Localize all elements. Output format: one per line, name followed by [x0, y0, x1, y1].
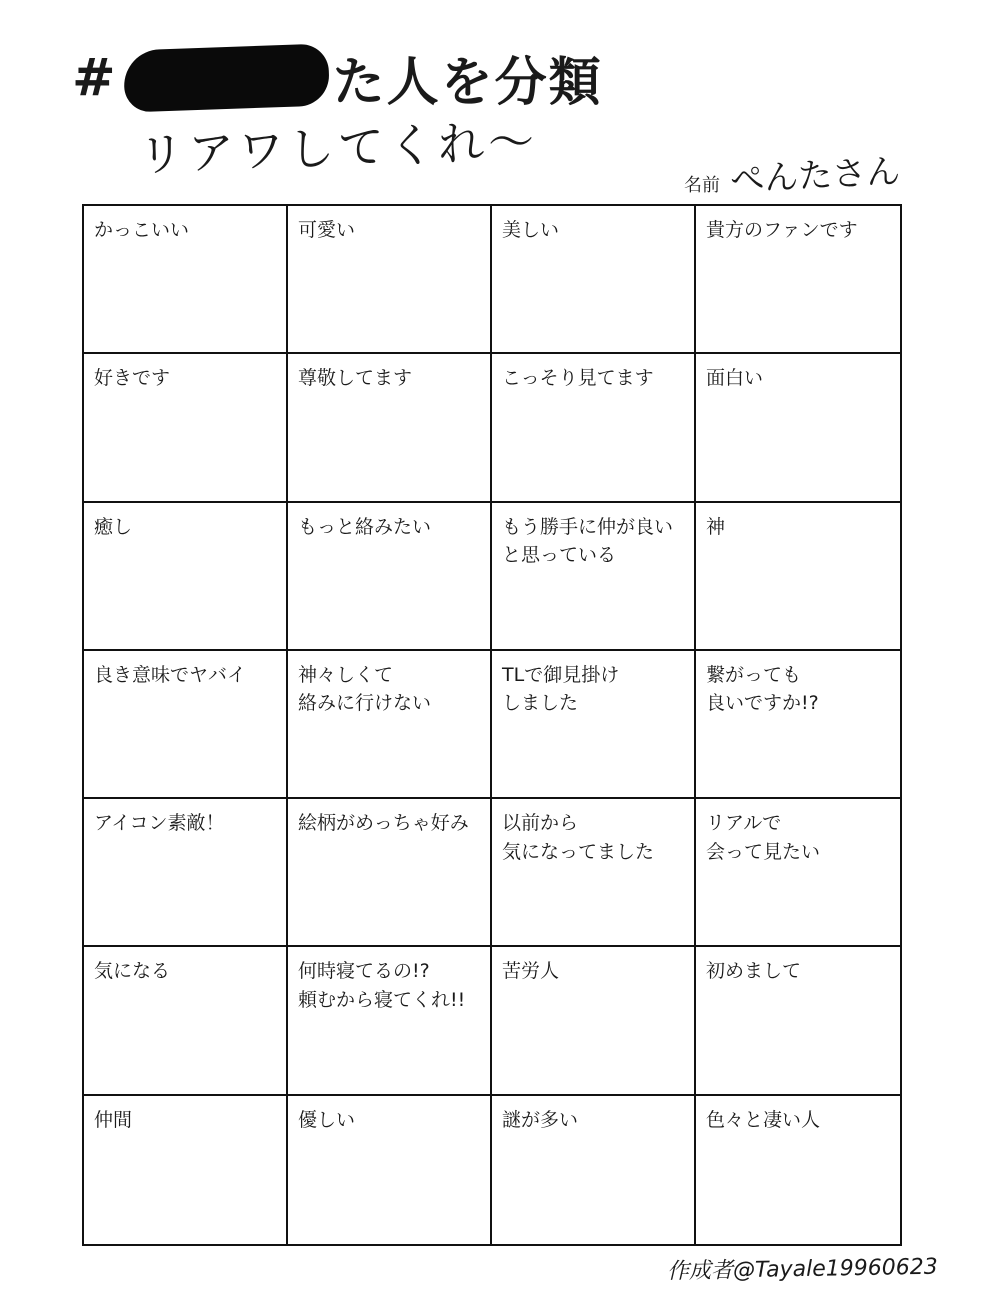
grid-cell: もっと絡みたい: [288, 503, 492, 651]
grid-cell: もう勝手に仲が良い と思っている: [492, 503, 696, 651]
grid-cell: アイコン素敵！: [84, 799, 288, 947]
grid-cell: 貴方のファンです: [696, 206, 900, 354]
grid-cell: 良き意味でヤバイ: [84, 651, 288, 799]
grid-cell: こっそり見てます: [492, 354, 696, 502]
name-label: 名前: [684, 175, 720, 196]
grid-cell: 美しい: [492, 206, 696, 354]
grid-cell: 色々と凄い人: [706, 1108, 821, 1131]
grid-cell: 何時寝てるの!? 頼むから寝てくれ!!: [288, 947, 492, 1095]
grid-cell: 仲間: [84, 1096, 288, 1244]
creator-credit: 作成者@Tayale19960623: [667, 1254, 939, 1285]
grid-cell: TLで御見掛け しました: [492, 651, 696, 799]
grid-cell: 繋がっても 良いですか!?: [696, 651, 900, 799]
grid-cell: リアルで 会って見たい: [696, 799, 900, 947]
grid-cell: 神: [696, 503, 900, 651]
grid-cell: 気になる: [84, 947, 288, 1095]
grid-cell: 面白い: [696, 354, 900, 502]
grid-cell: 謎が多い: [492, 1096, 696, 1244]
grid-cell: 以前から 気になってました: [492, 799, 696, 947]
grid-cell: 苦労人: [492, 947, 696, 1095]
grid-cell: 優しい: [288, 1096, 492, 1244]
redaction-mark: [123, 43, 330, 112]
title-suffix: た人を分類: [332, 53, 603, 113]
grid-cell: 好きです: [84, 354, 288, 502]
page-title: [72, 40, 603, 115]
grid-cell: 初めまして: [696, 947, 900, 1095]
classification-grid: [82, 204, 902, 1246]
grid-cell: かっこいい: [84, 206, 288, 354]
title-hash: #: [72, 47, 118, 108]
name-field: [684, 148, 902, 201]
grid-cell: 神々しくて 絡みに行けない: [288, 651, 492, 799]
grid-cell: 尊敬してます: [288, 354, 492, 502]
grid-cell: 可愛い: [288, 206, 492, 354]
grid-cell: 癒し: [84, 503, 288, 651]
handwritten-request: リアワしてくれ〜: [137, 114, 539, 182]
handwritten-name: ぺんたさん: [729, 151, 902, 201]
grid-cell: 絵柄がめっちゃ好み: [288, 799, 492, 947]
